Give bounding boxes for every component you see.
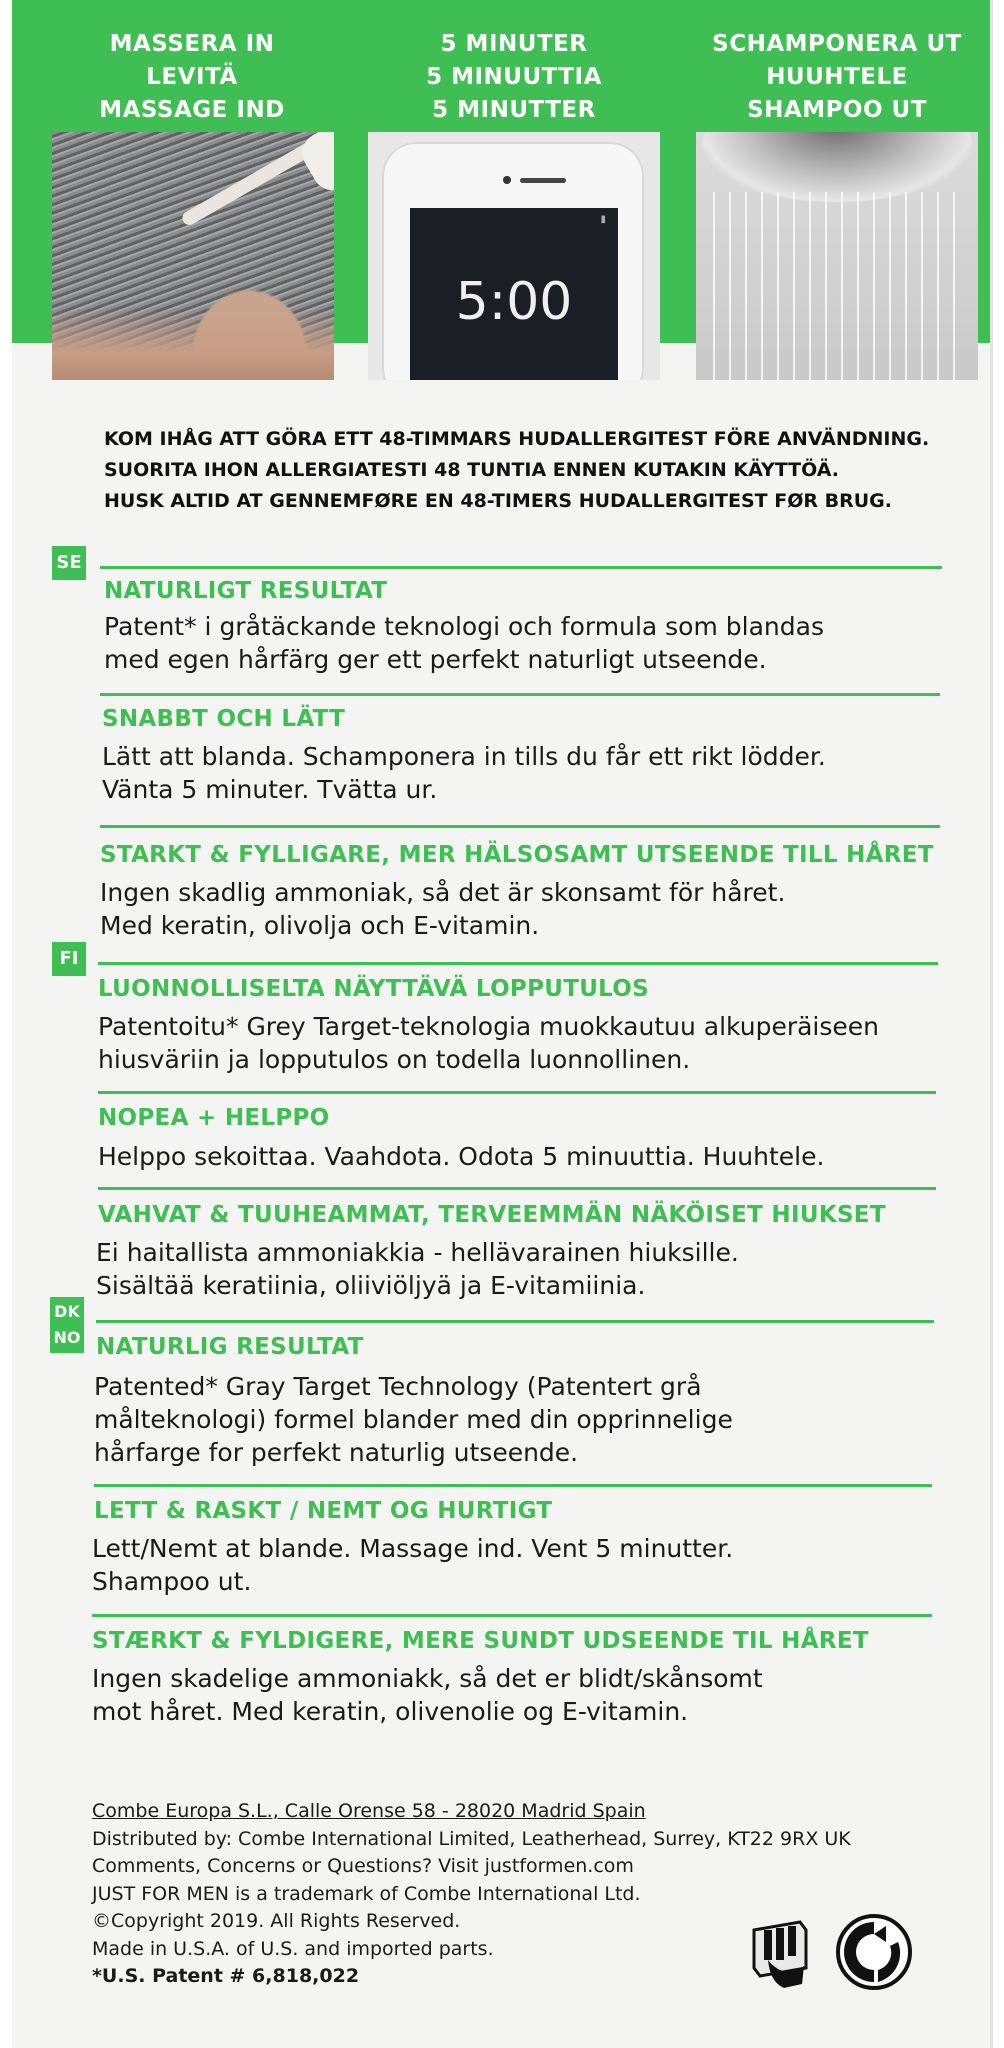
- step-3-line-3: SHAMPOO UT: [747, 97, 927, 123]
- section-body: Lätt att blanda. Schamponera in tills du får ett rikt lödder. Vänta 5 minuter. Tvätta ur.: [102, 742, 826, 804]
- section-body: Patentoitu* Grey Target-teknologia muokkautuu alkuperäiseen hiusväriin ja lopputulos on todella luonnollinen.: [98, 1012, 880, 1074]
- section-body: Ingen skadelige ammoniakk, så det er blidt/skånsomt mot håret. Med keratin, olivenolie og E-vitamin.: [92, 1664, 763, 1726]
- divider: [100, 566, 942, 569]
- divider: [100, 825, 940, 828]
- divider: [98, 1187, 936, 1190]
- step-2-label: [369, 28, 659, 127]
- divider: [100, 693, 940, 696]
- divider: [92, 1614, 932, 1617]
- section-title: NATURLIGT RESULTAT: [104, 578, 388, 604]
- section-body: Ingen skadlig ammoniak, så det är skonsamt för håret. Med keratin, olivolja och E-vitamin.: [100, 878, 786, 940]
- step-2-line-3: 5 MINUTTER: [432, 97, 596, 123]
- step-1-line-3: MASSAGE IND: [99, 97, 285, 123]
- section-body: Lett/Nemt at blande. Massage ind. Vent 5 minutter. Shampoo ut.: [92, 1534, 734, 1596]
- distributor-info: Distributed by: Combe International Limited, Leatherhead, Surrey, KT22 9RX UK: [92, 1827, 851, 1850]
- step-3-line-1: SCHAMPONERA UT: [712, 31, 962, 57]
- section-title: NOPEA + HELPPO: [98, 1105, 330, 1131]
- section-body: Ei haitallista ammoniakkia - hellävarainen hiuksille. Sisältää keratiinia, oliiviöljyä ja E-vitamiinia.: [96, 1238, 739, 1300]
- lang-badge-dk: DK: [54, 1302, 80, 1321]
- lang-badge-no: NO: [53, 1328, 81, 1347]
- section-title: STARKT & FYLLIGARE, MER HÄLSOSAMT UTSEENDE TILL HÅRET: [100, 842, 934, 868]
- step-2-line-1: 5 MINUTER: [440, 31, 588, 57]
- patent-notice: *U.S. Patent # 6,818,022: [92, 1965, 360, 1987]
- recycle-bin-symbol-icon: [744, 1916, 818, 1990]
- origin-notice: Made in U.S.A. of U.S. and imported parts.: [92, 1937, 494, 1960]
- section-title: LETT & RASKT / NEMT OG HURTIGT: [94, 1498, 553, 1524]
- copyright-notice: ©Copyright 2019. All Rights Reserved.: [92, 1910, 461, 1932]
- allergy-warning: [104, 424, 964, 517]
- phone: [382, 142, 644, 380]
- section-title: LUONNOLLISELTA NÄYTTÄVÄ LOPPUTULOS: [98, 976, 650, 1002]
- warning-line-da: HUSK ALTID AT GENNEMFØRE EN 48-TIMERS HUDALLERGITEST FØR BRUG.: [104, 490, 892, 512]
- step-1-label: [47, 28, 337, 127]
- warning-line-fi: SUORITA IHON ALLERGIATESTI 48 TUNTIA ENNEN KUTAKIN KÄYTTÖÄ.: [104, 459, 840, 481]
- lang-badge-fi: FI: [52, 942, 86, 976]
- warning-line-sv: KOM IHÅG ATT GÖRA ETT 48-TIMMARS HUDALLERGITEST FÖRE ANVÄNDNING.: [104, 428, 930, 450]
- section-title: NATURLIG RESULTAT: [96, 1334, 364, 1360]
- step-1-line-2: LEVITÄ: [146, 64, 238, 90]
- section-body: Patented* Gray Target Technology (Patentert grå målteknologi) formel blander med din opprinnelige hårfarge for perfekt naturlig utseende.: [94, 1372, 733, 1467]
- section-title: SNABBT OCH LÄTT: [102, 706, 346, 732]
- trademark-notice: JUST FOR MEN is a trademark of Combe International Ltd.: [92, 1882, 641, 1905]
- green-dot-icon: [834, 1912, 908, 1986]
- section-body: Helppo sekoittaa. Vaahdota. Odota 5 minuuttia. Huuhtele.: [98, 1142, 825, 1171]
- contact-info: Comments, Concerns or Questions? Visit justformen.com: [92, 1855, 634, 1877]
- hair-application-photo: [52, 132, 334, 380]
- phone-timer-photo: [368, 132, 660, 380]
- divider: [98, 962, 938, 965]
- divider: [98, 1091, 936, 1094]
- step-2-line-2: 5 MINUUTTIA: [426, 64, 602, 90]
- water-stream: [706, 192, 968, 380]
- step-1-line-1: MASSERA IN: [109, 31, 275, 57]
- timer-display: 5:00: [455, 272, 573, 332]
- step-3-label: [692, 28, 982, 127]
- divider: [96, 1320, 934, 1323]
- section-title: VAHVAT & TUUHEAMMAT, TERVEEMMÄN NÄKÖISET HIUKSET: [98, 1202, 886, 1228]
- section-title: STÆRKT & FYLDIGERE, MERE SUNDT UDSEENDE TIL HÅRET: [92, 1628, 869, 1654]
- lang-badge-dk-no: [50, 1297, 84, 1353]
- phone-screen: ▮ 5:00: [410, 208, 618, 380]
- lang-badge-se: SE: [52, 546, 86, 580]
- manufacturer-address: Combe Europa S.L., Calle Orense 58 - 28020 Madrid Spain: [92, 1800, 646, 1822]
- divider: [94, 1484, 932, 1487]
- step-3-line-2: HUUHTELE: [766, 64, 908, 90]
- section-body: Patent* i gråtäckande teknologi och formula som blandas med egen hårfärg ger ett perfekt naturligt utseende.: [104, 612, 824, 674]
- shower-photo: [696, 132, 978, 380]
- package-panel: [12, 0, 993, 2048]
